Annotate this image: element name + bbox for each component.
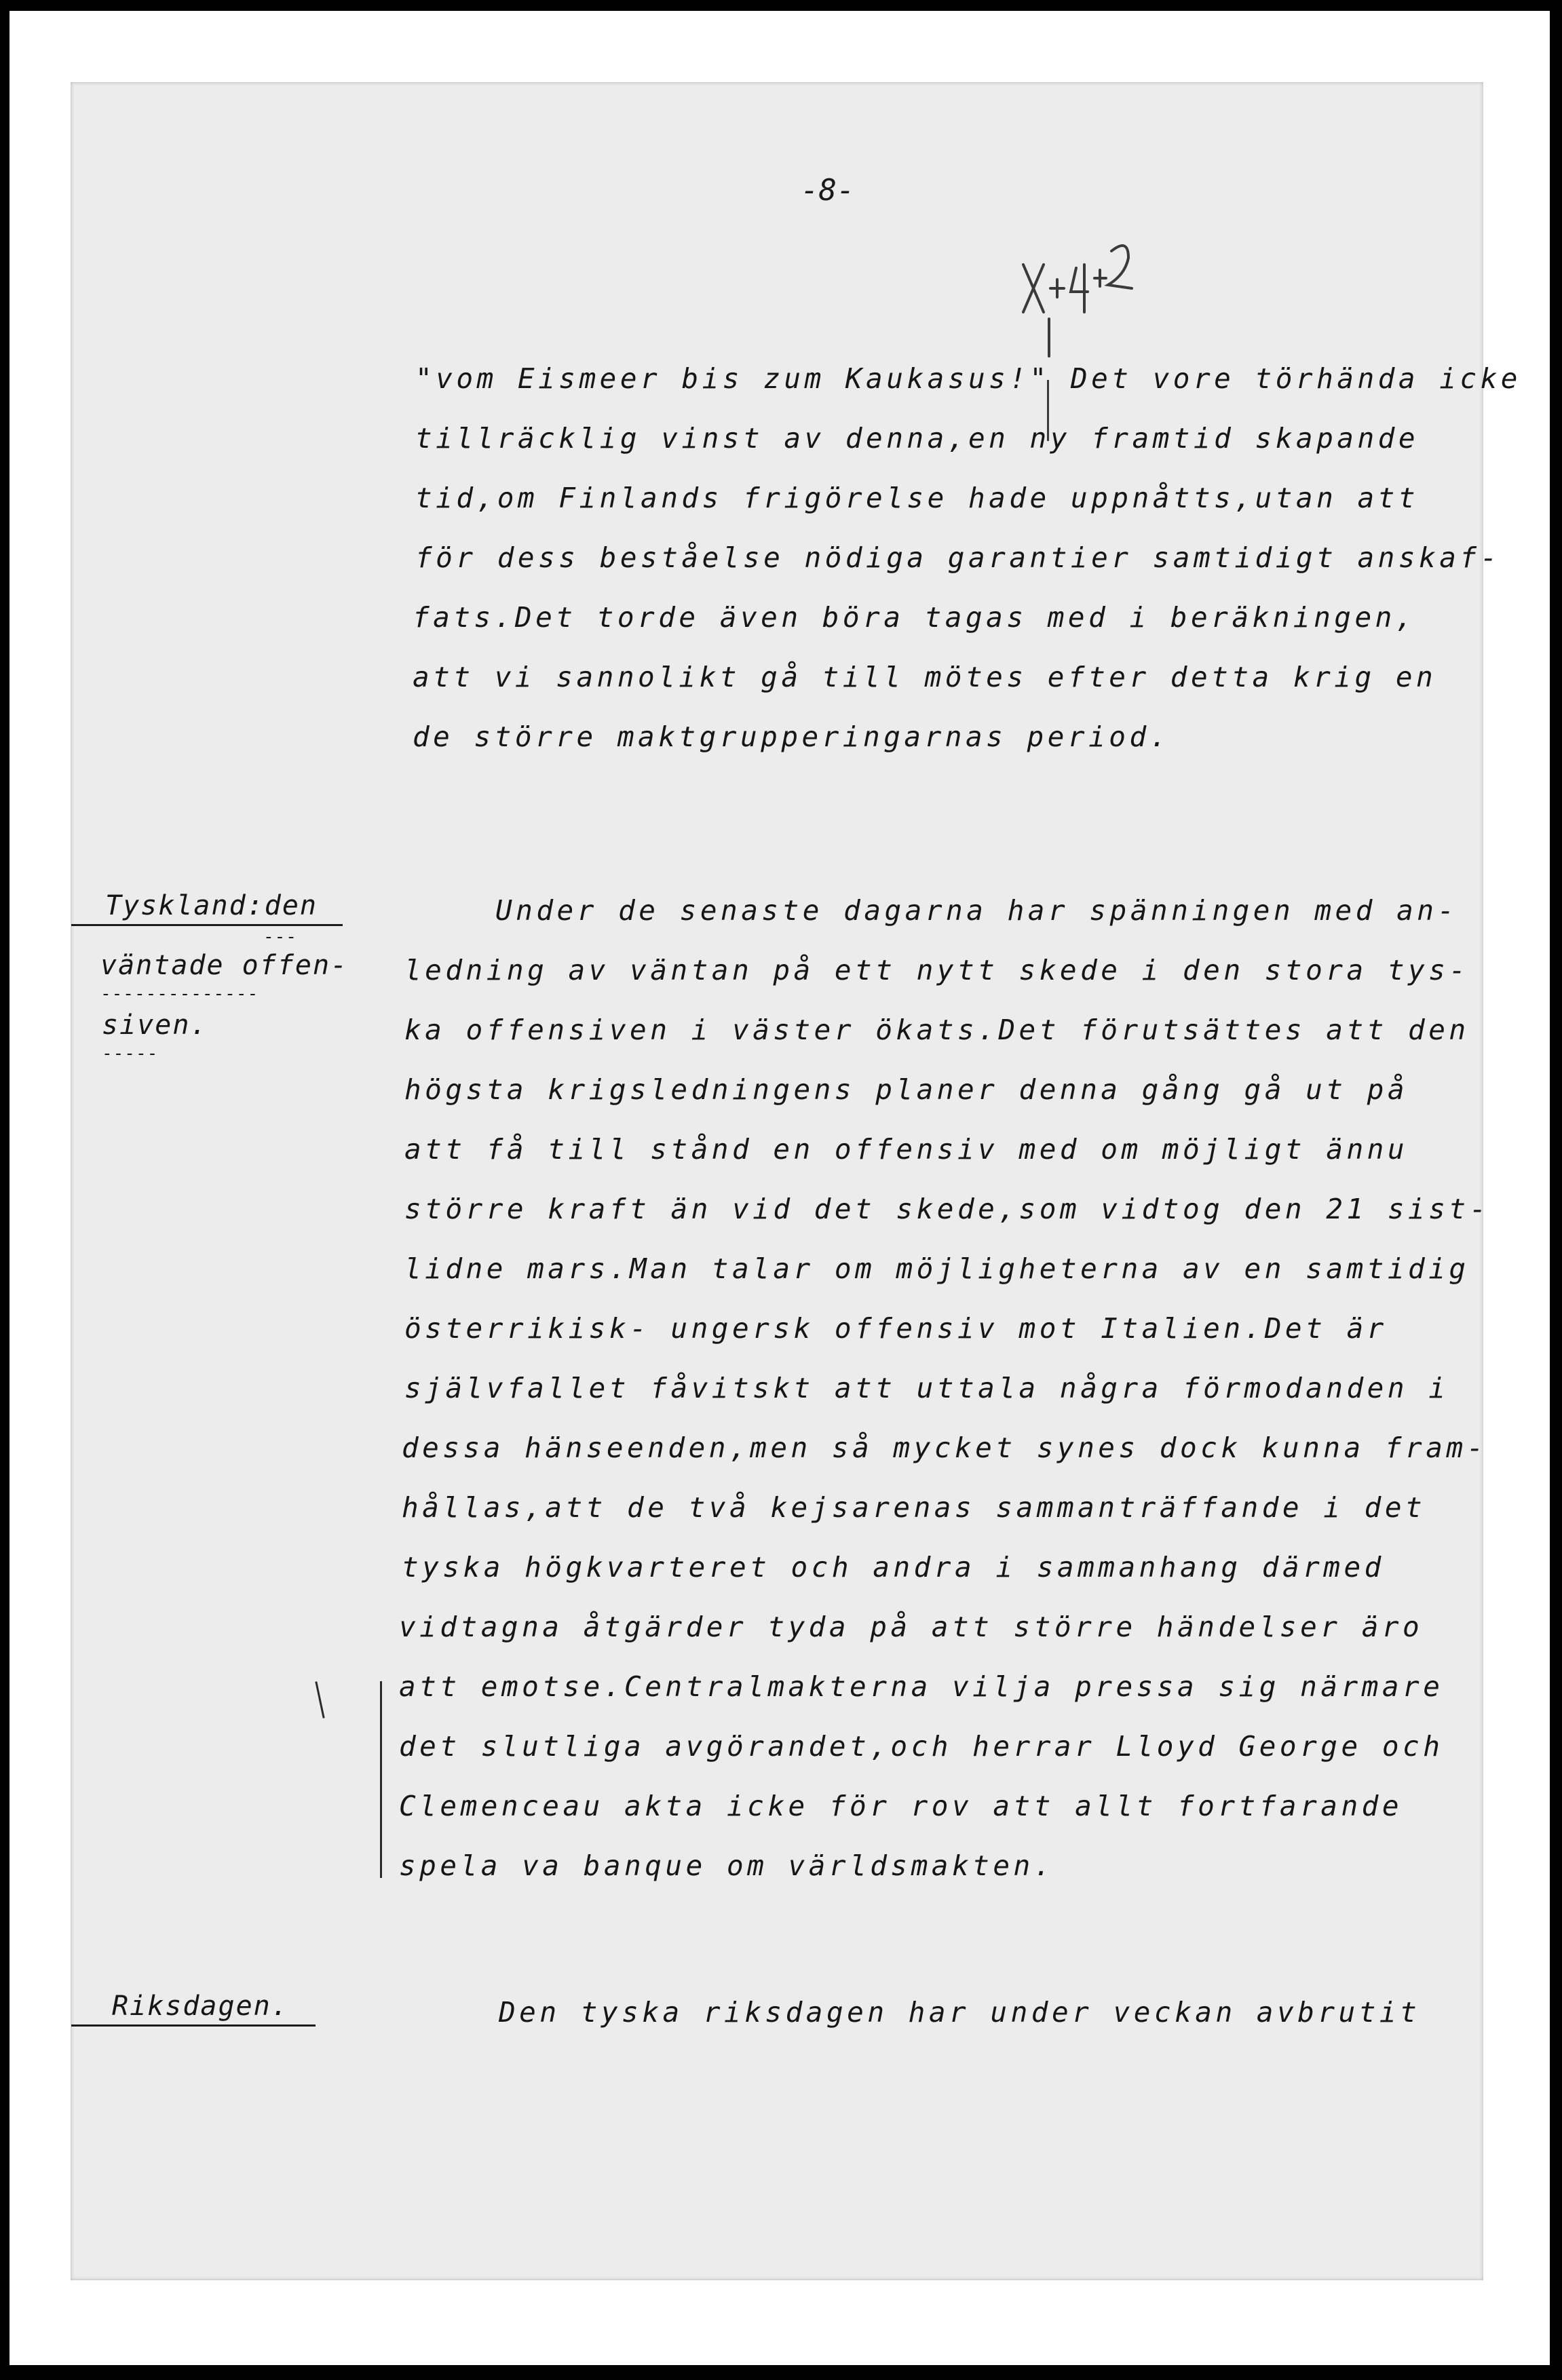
heading-underline <box>71 924 343 926</box>
text-line: lidne mars.Man talar om möjligheterna av en samtidig <box>404 1252 1470 1285</box>
text-line: tid,om Finlands frigörelse hade uppnåtts,utan att <box>415 482 1420 514</box>
text-line: att emotse.Centralmakterna vilja pressa sig närmare <box>399 1670 1444 1703</box>
text-line: österrikisk- ungersk offensiv mot Italien.Det är <box>404 1312 1388 1345</box>
text-line: hållas,att de två kejsarenas sammanträffande i det <box>402 1491 1426 1524</box>
dashed-underline: --- <box>263 927 297 947</box>
text-line: för dess beståelse nödiga garantier samtidigt anskaf- <box>415 541 1501 574</box>
text-line: ledning av väntan på ett nytt skede i den stora tys- <box>404 954 1470 986</box>
page-number: -8- <box>801 173 855 208</box>
dashed-underline: ----- <box>102 1043 159 1064</box>
text-line: Under de senaste dagarna har spänningen med an- <box>495 894 1458 927</box>
margin-bar-mark <box>380 1681 382 1878</box>
text-line: att få till stånd en offensiv med om möjligt ännu <box>404 1133 1409 1166</box>
text-line: att vi sannolikt gå till mötes efter detta krig en <box>413 661 1437 693</box>
text-line: Clemenceau akta icke för rov att allt fortfarande <box>399 1790 1403 1822</box>
text-line: större kraft än vid det skede,som vidtog den 21 sist- <box>404 1193 1490 1225</box>
text-line: dessa hänseenden,men så mycket synes dock kunna fram- <box>402 1432 1487 1464</box>
text-line: ka offensiven i väster ökats.Det förutsättes att den <box>404 1014 1470 1046</box>
text-line: självfallet fåvitskt att uttala några förmodanden i <box>404 1372 1449 1404</box>
text-line: tillräcklig vinst av denna,en ny framtid skapande <box>415 422 1420 455</box>
margin-heading-tyskland: Tyskland:den <box>105 890 318 921</box>
margin-heading-line: siven. <box>102 1010 208 1041</box>
margin-heading-line: väntade offen- <box>100 950 349 981</box>
dashed-underline: -------------- <box>100 984 259 1004</box>
text-line: vidtagna åtgärder tyda på att större händelser äro <box>399 1611 1424 1643</box>
text-line: det slutliga avgörandet,och herrar Lloyd George och <box>399 1730 1444 1763</box>
text-line: högsta krigsledningens planer denna gång gå ut på <box>404 1073 1409 1106</box>
heading-underline <box>71 2024 316 2027</box>
handwritten-annotation <box>1016 237 1152 360</box>
text-line: de större maktgrupperingarnas period. <box>413 721 1170 753</box>
margin-heading-riksdagen: Riksdagen. <box>112 1991 289 2022</box>
text-line: "vom Eismeer bis zum Kaukasus!" Det vore törhända icke <box>415 362 1521 395</box>
text-line: fats.Det torde även böra tagas med i beräkningen, <box>413 601 1417 634</box>
text-line: tyska högkvarteret och andra i sammanhang därmed <box>402 1551 1385 1584</box>
text-line: Den tyska riksdagen har under veckan avbrutit <box>499 1996 1421 2029</box>
typewritten-page <box>71 82 1483 2280</box>
text-line: spela va banque om världsmakten. <box>399 1849 1054 1882</box>
